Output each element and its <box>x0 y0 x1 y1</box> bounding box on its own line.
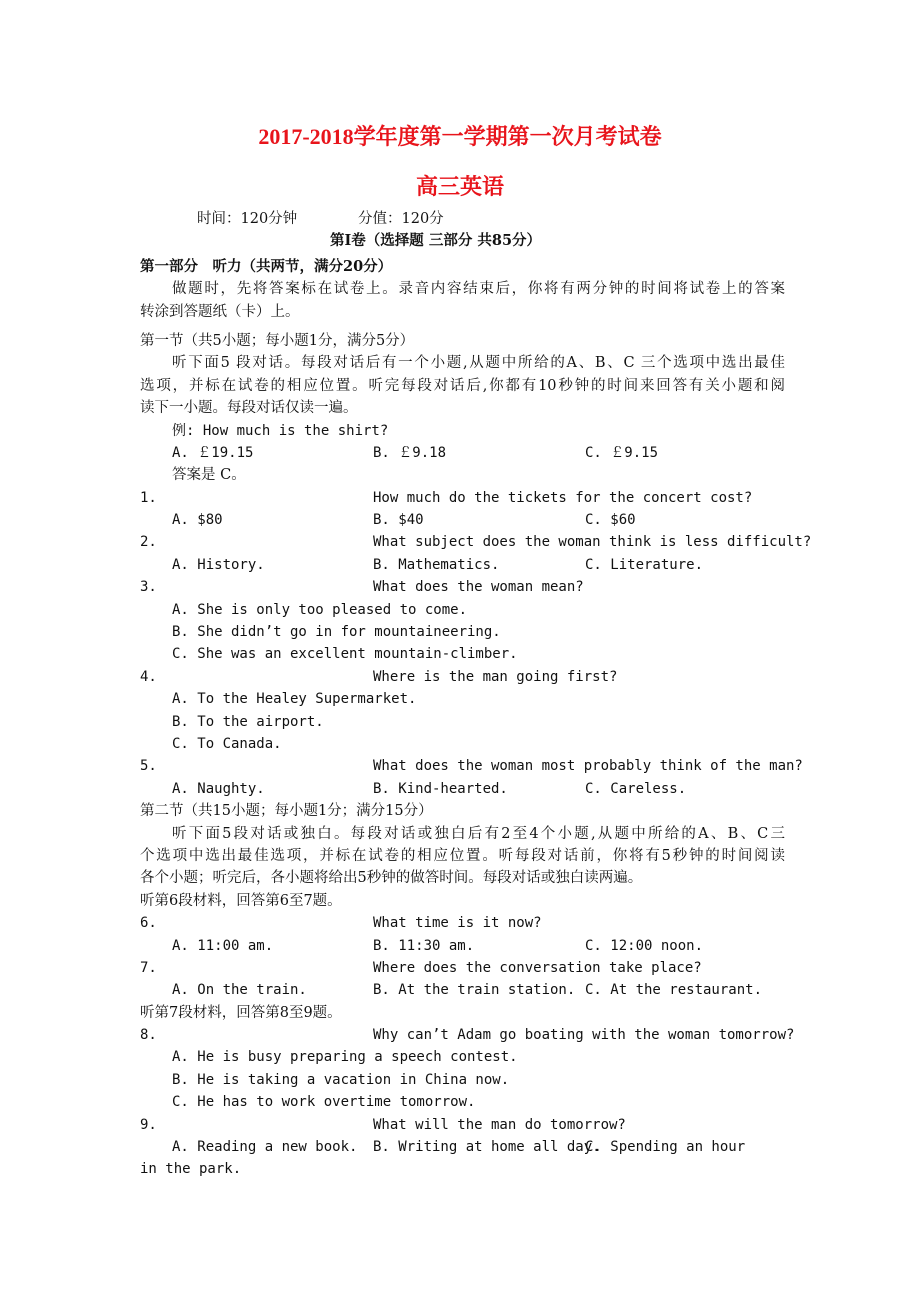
question-number: 1. <box>140 489 157 506</box>
instruction-line: 读下一小题。每段对话仅读一遍。 <box>140 400 358 417</box>
option-c: C. He has to work overtime tomorrow. <box>172 1094 476 1111</box>
option-a: A. He is busy preparing a speech contest. <box>172 1049 518 1066</box>
option-a: A. History. <box>172 556 265 573</box>
exam-title: 2017-2018学年度第一学期第一次月考试卷 <box>258 124 662 149</box>
option-a: A. She is only too pleased to come. <box>172 601 468 618</box>
example-question: 例: How much is the shirt? <box>172 422 389 439</box>
intro-line: 转涂到答题纸（卡）上。 <box>140 303 300 320</box>
option-c: C. $60 <box>585 512 636 529</box>
option-b: B. He is taking a vacation in China now. <box>172 1071 510 1088</box>
intro-line: 做题时，先将答案标在试卷上。录音内容结束后，你将有两分钟的时间将试卷上的答案 <box>172 281 785 298</box>
option-b: B. Writing at home all day. <box>373 1139 601 1156</box>
question-row <box>140 755 803 777</box>
options-row <box>140 979 785 1001</box>
question-row <box>140 576 785 598</box>
question-text: What subject does the woman think is less difficult? <box>373 534 812 551</box>
option-a: A. Naughty. <box>172 780 265 797</box>
option-b: B. To the airport. <box>172 713 324 730</box>
question-number: 2. <box>140 534 157 551</box>
question-number: 8. <box>140 1027 157 1044</box>
question-text: What time is it now? <box>373 915 542 932</box>
exam-time: 时间：120分钟 <box>197 211 298 227</box>
question-text: What does the woman mean? <box>373 579 584 596</box>
option-c: C. At the restaurant. <box>585 982 763 999</box>
material-heading: 听第6段材料，回答第6至7题。 <box>140 892 342 909</box>
option-b: B. At the train station. <box>373 982 576 999</box>
option-row <box>140 1046 785 1068</box>
options-row <box>140 778 785 800</box>
option-row <box>140 621 785 643</box>
question-number: 6. <box>140 915 157 932</box>
part1-heading: 第一部分 听力（共两节，满分20分） <box>140 257 393 275</box>
option-c: C. Literature. <box>585 556 704 573</box>
question-row <box>140 1114 785 1136</box>
instruction-line: 听下面5段对话或独白。每段对话或独白后有2至4个小题,从题中所给的A、B、C三 <box>172 825 785 842</box>
option-b: B. ￡9.18 <box>373 444 447 461</box>
example-answer: 答案是 C。 <box>172 467 246 484</box>
option-a: A. On the train. <box>172 982 307 999</box>
option-a: A. Reading a new book. <box>172 1139 358 1156</box>
option-a: A. $80 <box>172 512 223 529</box>
option-row <box>140 733 785 755</box>
option-row <box>140 688 785 710</box>
option-b: B. She didn’t go in for mountaineering. <box>172 624 501 641</box>
options-row <box>140 1136 785 1158</box>
option-continuation: in the park. <box>140 1161 242 1178</box>
exam-body <box>140 208 812 1181</box>
option-a: A. ￡19.15 <box>172 444 254 461</box>
option-c: C. To Canada. <box>172 735 282 752</box>
section2-heading: 第二节（共15小题；每小题1分；满分15分） <box>140 803 433 820</box>
exam-score: 分值：120分 <box>358 211 444 227</box>
options-row <box>140 935 785 957</box>
exam-meta <box>140 208 785 230</box>
option-c: C. 12:00 noon. <box>585 937 704 954</box>
option-b: B. 11:30 am. <box>373 937 475 954</box>
question-number: 7. <box>140 959 157 976</box>
option-c: C. Careless. <box>585 780 687 797</box>
question-text: Where is the man going first? <box>373 668 618 685</box>
option-c: C. Spending an hour <box>585 1139 746 1156</box>
option-row <box>140 1069 785 1091</box>
option-c: C. She was an excellent mountain-climber. <box>172 646 518 663</box>
option-b: B. Kind-hearted. <box>373 780 508 797</box>
question-number: 5. <box>140 758 157 775</box>
example-options <box>140 442 785 464</box>
exam-subtitle: 高三英语 <box>415 174 504 199</box>
question-number: 9. <box>140 1116 157 1133</box>
option-row <box>140 643 785 665</box>
question-number: 4. <box>140 668 157 685</box>
options-row <box>140 509 785 531</box>
option-a: A. To the Healey Supermarket. <box>172 691 417 708</box>
options-row <box>140 554 785 576</box>
question-row <box>140 957 785 979</box>
option-a: A. 11:00 am. <box>172 937 274 954</box>
instruction-line: 各个小题；听完后，各小题将给出5秒钟的做答时间。每段对话或独白读两遍。 <box>140 870 643 887</box>
instruction-line: 听下面5 段对话。每段对话后有一个小题,从题中所给的A、B、C 三个选项中选出最佳 <box>172 355 785 372</box>
question-row <box>140 912 785 934</box>
question-text: Why can’t Adam go boating with the woman tomorrow? <box>373 1027 795 1044</box>
question-text: What does the woman most probably think of the man? <box>373 758 803 775</box>
material-heading: 听第7段材料，回答第8至9题。 <box>140 1004 342 1021</box>
question-number: 3. <box>140 579 157 596</box>
question-text: Where does the conversation take place? <box>373 959 702 976</box>
option-c: C. ￡9.15 <box>585 444 659 461</box>
question-row <box>140 666 785 688</box>
option-row <box>140 711 785 733</box>
question-text: What will the man do tomorrow? <box>373 1116 626 1133</box>
option-b: B. Mathematics. <box>373 556 500 573</box>
option-row <box>140 1091 785 1113</box>
volume-heading: 第Ⅰ卷（选择题 三部分 共85分） <box>330 232 542 250</box>
section1-heading: 第一节（共5小题；每小题1分，满分5分） <box>140 332 415 349</box>
option-b: B. $40 <box>373 512 424 529</box>
questions <box>140 487 812 1181</box>
question-text: How much do the tickets for the concert cost? <box>373 489 753 506</box>
instruction-line: 选项，并标在试卷的相应位置。听完每段对话后,你都有10秒钟的时间来回答有关小题和阅 <box>140 377 785 394</box>
question-row <box>140 1024 795 1046</box>
question-row <box>140 487 785 509</box>
question-row <box>140 531 812 553</box>
option-row <box>140 599 785 621</box>
instruction-line: 个选项中选出最佳选项，并标在试卷的相应位置。听每段对话前，你将有5秒钟的时间阅读 <box>140 847 785 864</box>
